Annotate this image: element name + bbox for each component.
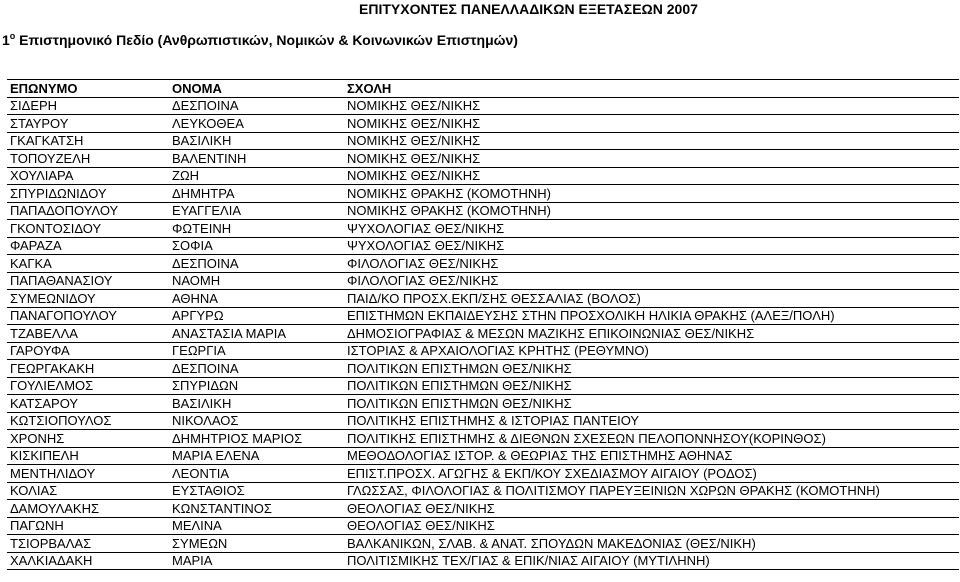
table-row xyxy=(7,395,959,413)
name-cell: ΒΑΣΙΛΙΚΗ xyxy=(169,395,344,413)
name-cell: ΕΥΣΤΑΘΙΟΣ xyxy=(169,482,344,500)
surname-cell: ΚΑΓΚΑ xyxy=(7,255,169,273)
table-row xyxy=(7,290,959,308)
table-row xyxy=(7,500,959,518)
table-row xyxy=(7,97,959,115)
table-row xyxy=(7,447,959,465)
school-cell: ΠΟΛΙΤΙΚΗΣ ΕΠΙΣΤΗΜΗΣ & ΔΙΕΘΝΩΝ ΣΧΕΣΕΩΝ ΠΕΛΟΠΟΝΝΗΣΟΥ(ΚΟΡΙΝΘΟΣ) xyxy=(344,430,959,448)
table-row xyxy=(7,517,959,535)
school-cell: ΜΕΘΟΔΟΛΟΓΙΑΣ ΙΣΤΟΡ. & ΘΕΩΡΙΑΣ ΤΗΣ ΕΠΙΣΤΗΜΗΣ ΑΘΗΝΑΣ xyxy=(344,447,959,465)
surname-cell: ΣΤΑΥΡΟΥ xyxy=(7,115,169,133)
table-row xyxy=(7,255,959,273)
school-cell: ΦΙΛΟΛΟΓΙΑΣ ΘΕΣ/ΝΙΚΗΣ xyxy=(344,255,959,273)
surname-cell: ΠΑΠΑΘΑΝΑΣΙΟΥ xyxy=(7,272,169,290)
school-cell: ΠΟΛΙΤΙΚΗΣ ΕΠΙΣΤΗΜΗΣ & ΙΣΤΟΡΙΑΣ ΠΑΝΤΕΙΟΥ xyxy=(344,412,959,430)
surname-cell: ΣΠΥΡΙΔΩΝΙΔΟΥ xyxy=(7,185,169,203)
name-cell: ΚΩΝΣΤΑΝΤΙΝΟΣ xyxy=(169,500,344,518)
surname-cell: ΜΕΝΤΗΛΙΔΟΥ xyxy=(7,465,169,483)
surname-cell: ΣΙΔΕΡΗ xyxy=(7,97,169,115)
surname-cell: ΧΡΟΝΗΣ xyxy=(7,430,169,448)
name-cell: ΑΘΗΝΑ xyxy=(169,290,344,308)
surname-cell: ΣΥΜΕΩΝΙΔΟΥ xyxy=(7,290,169,308)
name-cell: ΣΠΥΡΙΔΩΝ xyxy=(169,377,344,395)
school-cell: ΦΙΛΟΛΟΓΙΑΣ ΘΕΣ/ΝΙΚΗΣ xyxy=(344,272,959,290)
surname-cell: ΠΑΓΩΝΗ xyxy=(7,517,169,535)
surname-cell: ΓΚΑΓΚΑΤΣΗ xyxy=(7,132,169,150)
school-cell: ΠΑΙΔ/ΚΟ ΠΡΟΣΧ.ΕΚΠ/ΣΗΣ ΘΕΣΣΑΛΙΑΣ (ΒΟΛΟΣ) xyxy=(344,290,959,308)
school-cell: ΨΥΧΟΛΟΓΙΑΣ ΘΕΣ/ΝΙΚΗΣ xyxy=(344,220,959,238)
surname-cell: ΚΙΣΚΙΠΕΛΗ xyxy=(7,447,169,465)
table-row xyxy=(7,412,959,430)
table-row xyxy=(7,202,959,220)
school-cell: ΒΑΛΚΑΝΙΚΩΝ, ΣΛΑΒ. & ΑΝΑΤ. ΣΠΟΥΔΩΝ ΜΑΚΕΔΟΝΙΑΣ (ΘΕΣ/ΝΙΚΗ) xyxy=(344,535,959,553)
table-row xyxy=(7,482,959,500)
name-cell: ΝΑΟΜΗ xyxy=(169,272,344,290)
surname-cell: ΓΕΩΡΓΑΚΑΚΗ xyxy=(7,360,169,378)
name-cell: ΖΩΗ xyxy=(169,167,344,185)
table-row xyxy=(7,150,959,168)
surname-cell: ΚΑΤΣΑΡΟΥ xyxy=(7,395,169,413)
column-header-school: ΣΧΟΛΗ xyxy=(344,80,959,98)
surname-cell: ΠΑΝΑΓΟΠΟΥΛΟΥ xyxy=(7,307,169,325)
school-cell: ΠΟΛΙΤΙΚΩΝ ΕΠΙΣΤΗΜΩΝ ΘΕΣ/ΝΙΚΗΣ xyxy=(344,377,959,395)
field-heading xyxy=(2,31,518,48)
surname-cell: ΦΑΡΑΖΑ xyxy=(7,237,169,255)
school-cell: ΘΕΟΛΟΓΙΑΣ ΘΕΣ/ΝΙΚΗΣ xyxy=(344,500,959,518)
school-cell: ΝΟΜΙΚΗΣ ΘΕΣ/ΝΙΚΗΣ xyxy=(344,132,959,150)
surname-cell: ΧΑΛΚΙΑΔΑΚΗ xyxy=(7,552,169,570)
surname-cell: ΧΟΥΛΙΑΡΑ xyxy=(7,167,169,185)
school-cell: ΝΟΜΙΚΗΣ ΘΕΣ/ΝΙΚΗΣ xyxy=(344,97,959,115)
name-cell: ΜΕΛΙΝΑ xyxy=(169,517,344,535)
name-cell: ΕΥΑΓΓΕΛΙΑ xyxy=(169,202,344,220)
name-cell: ΒΑΣΙΛΙΚΗ xyxy=(169,132,344,150)
table-row xyxy=(7,167,959,185)
table-row xyxy=(7,342,959,360)
name-cell: ΣΥΜΕΩΝ xyxy=(169,535,344,553)
school-cell: ΔΗΜΟΣΙΟΓΡΑΦΙΑΣ & ΜΕΣΩΝ ΜΑΖΙΚΗΣ ΕΠΙΚΟΙΝΩΝΙΑΣ ΘΕΣ/ΝΙΚΗΣ xyxy=(344,325,959,343)
results-body xyxy=(7,97,959,570)
results-table xyxy=(7,79,959,570)
table-row xyxy=(7,360,959,378)
field-number-ordinal: ο xyxy=(9,31,16,41)
table-row xyxy=(7,220,959,238)
document-title: ΕΠΙΤΥΧΟΝΤΕΣ ΠΑΝΕΛΛΑΔΙΚΩΝ ΕΞΕΤΑΣΕΩΝ 2007 xyxy=(359,1,698,17)
surname-cell: ΓΑΡΟΥΦΑ xyxy=(7,342,169,360)
column-header-name: ΟΝΟΜΑ xyxy=(169,80,344,98)
table-row xyxy=(7,430,959,448)
school-cell: ΙΣΤΟΡΙΑΣ & ΑΡΧΑΙΟΛΟΓΙΑΣ ΚΡΗΤΗΣ (ΡΕΘΥΜΝΟ) xyxy=(344,342,959,360)
school-cell: ΕΠΙΣΤ.ΠΡΟΣΧ. ΑΓΩΓΗΣ & ΕΚΠ/ΚΟΥ ΣΧΕΔΙΑΣΜΟΥ ΑΙΓΑΙΟΥ (ΡΟΔΟΣ) xyxy=(344,465,959,483)
name-cell: ΔΕΣΠΟΙΝΑ xyxy=(169,97,344,115)
name-cell: ΔΗΜΗΤΡΙΟΣ ΜΑΡΙΟΣ xyxy=(169,430,344,448)
surname-cell: ΚΩΤΣΙΟΠΟΥΛΟΣ xyxy=(7,412,169,430)
table-row xyxy=(7,237,959,255)
name-cell: ΑΝΑΣΤΑΣΙΑ ΜΑΡΙΑ xyxy=(169,325,344,343)
name-cell: ΛΕΟΝΤΙΑ xyxy=(169,465,344,483)
name-cell: ΣΟΦΙΑ xyxy=(169,237,344,255)
column-header-surname: ΕΠΩΝΥΜΟ xyxy=(7,80,169,98)
surname-cell: ΓΚΟΝΤΟΣΙΔΟΥ xyxy=(7,220,169,238)
school-cell: ΝΟΜΙΚΗΣ ΘΡΑΚΗΣ (ΚΟΜΟΤΗΝΗ) xyxy=(344,202,959,220)
table-row xyxy=(7,465,959,483)
table-row xyxy=(7,185,959,203)
name-cell: ΔΕΣΠΟΙΝΑ xyxy=(169,360,344,378)
school-cell: ΠΟΛΙΤΙΚΩΝ ΕΠΙΣΤΗΜΩΝ ΘΕΣ/ΝΙΚΗΣ xyxy=(344,360,959,378)
school-cell: ΨΥΧΟΛΟΓΙΑΣ ΘΕΣ/ΝΙΚΗΣ xyxy=(344,237,959,255)
school-cell: ΓΛΩΣΣΑΣ, ΦΙΛΟΛΟΓΙΑΣ & ΠΟΛΙΤΙΣΜΟΥ ΠΑΡΕΥΞΕΙΝΙΩΝ ΧΩΡΩΝ ΘΡΑΚΗΣ (ΚΟΜΟΤΗΝΗ) xyxy=(344,482,959,500)
school-cell: ΠΟΛΙΤΙΚΩΝ ΕΠΙΣΤΗΜΩΝ ΘΕΣ/ΝΙΚΗΣ xyxy=(344,395,959,413)
school-cell: ΝΟΜΙΚΗΣ ΘΕΣ/ΝΙΚΗΣ xyxy=(344,167,959,185)
table-row xyxy=(7,272,959,290)
field-description: Επιστημονικό Πεδίο (Ανθρωπιστικών, Νομικών & Κοινωνικών Επιστημών) xyxy=(15,32,518,48)
name-cell: ΑΡΓΥΡΩ xyxy=(169,307,344,325)
name-cell: ΜΑΡΙΑ ΕΛΕΝΑ xyxy=(169,447,344,465)
surname-cell: ΚΟΛΙΑΣ xyxy=(7,482,169,500)
header-row xyxy=(7,80,959,98)
surname-cell: ΤΟΠΟΥΖΕΛΗ xyxy=(7,150,169,168)
name-cell: ΦΩΤΕΙΝΗ xyxy=(169,220,344,238)
name-cell: ΒΑΛΕΝΤΙΝΗ xyxy=(169,150,344,168)
table-row xyxy=(7,535,959,553)
field-number: 1 xyxy=(2,32,10,48)
surname-cell: ΓΟΥΛΙΕΛΜΟΣ xyxy=(7,377,169,395)
table-row xyxy=(7,307,959,325)
table-row xyxy=(7,115,959,133)
school-cell: ΘΕΟΛΟΓΙΑΣ ΘΕΣ/ΝΙΚΗΣ xyxy=(344,517,959,535)
name-cell: ΜΑΡΙΑ xyxy=(169,552,344,570)
surname-cell: ΔΑΜΟΥΛΑΚΗΣ xyxy=(7,500,169,518)
surname-cell: ΠΑΠΑΔΟΠΟΥΛΟΥ xyxy=(7,202,169,220)
school-cell: ΝΟΜΙΚΗΣ ΘΕΣ/ΝΙΚΗΣ xyxy=(344,150,959,168)
school-cell: ΠΟΛΙΤΙΣΜΙΚΗΣ ΤΕΧ/ΓΙΑΣ & ΕΠΙΚ/ΝΙΑΣ ΑΙΓΑΙΟΥ (ΜΥΤΙΛΗΝΗ) xyxy=(344,552,959,570)
name-cell: ΝΙΚΟΛΑΟΣ xyxy=(169,412,344,430)
name-cell: ΛΕΥΚΟΘΕΑ xyxy=(169,115,344,133)
school-cell: ΝΟΜΙΚΗΣ ΘΡΑΚΗΣ (ΚΟΜΟΤΗΝΗ) xyxy=(344,185,959,203)
school-cell: ΝΟΜΙΚΗΣ ΘΕΣ/ΝΙΚΗΣ xyxy=(344,115,959,133)
name-cell: ΔΗΜΗΤΡΑ xyxy=(169,185,344,203)
name-cell: ΔΕΣΠΟΙΝΑ xyxy=(169,255,344,273)
table-row xyxy=(7,132,959,150)
surname-cell: ΤΣΙΟΡΒΑΛΑΣ xyxy=(7,535,169,553)
school-cell: ΕΠΙΣΤΗΜΩΝ ΕΚΠΑΙΔΕΥΣΗΣ ΣΤΗΝ ΠΡΟΣΧΟΛΙΚΗ ΗΛΙΚΙΑ ΘΡΑΚΗΣ (ΑΛΕΞ/ΠΟΛΗ) xyxy=(344,307,959,325)
table-row xyxy=(7,325,959,343)
surname-cell: ΤΖΑΒΕΛΛΑ xyxy=(7,325,169,343)
table-row xyxy=(7,552,959,570)
table-row xyxy=(7,377,959,395)
name-cell: ΓΕΩΡΓΙΑ xyxy=(169,342,344,360)
